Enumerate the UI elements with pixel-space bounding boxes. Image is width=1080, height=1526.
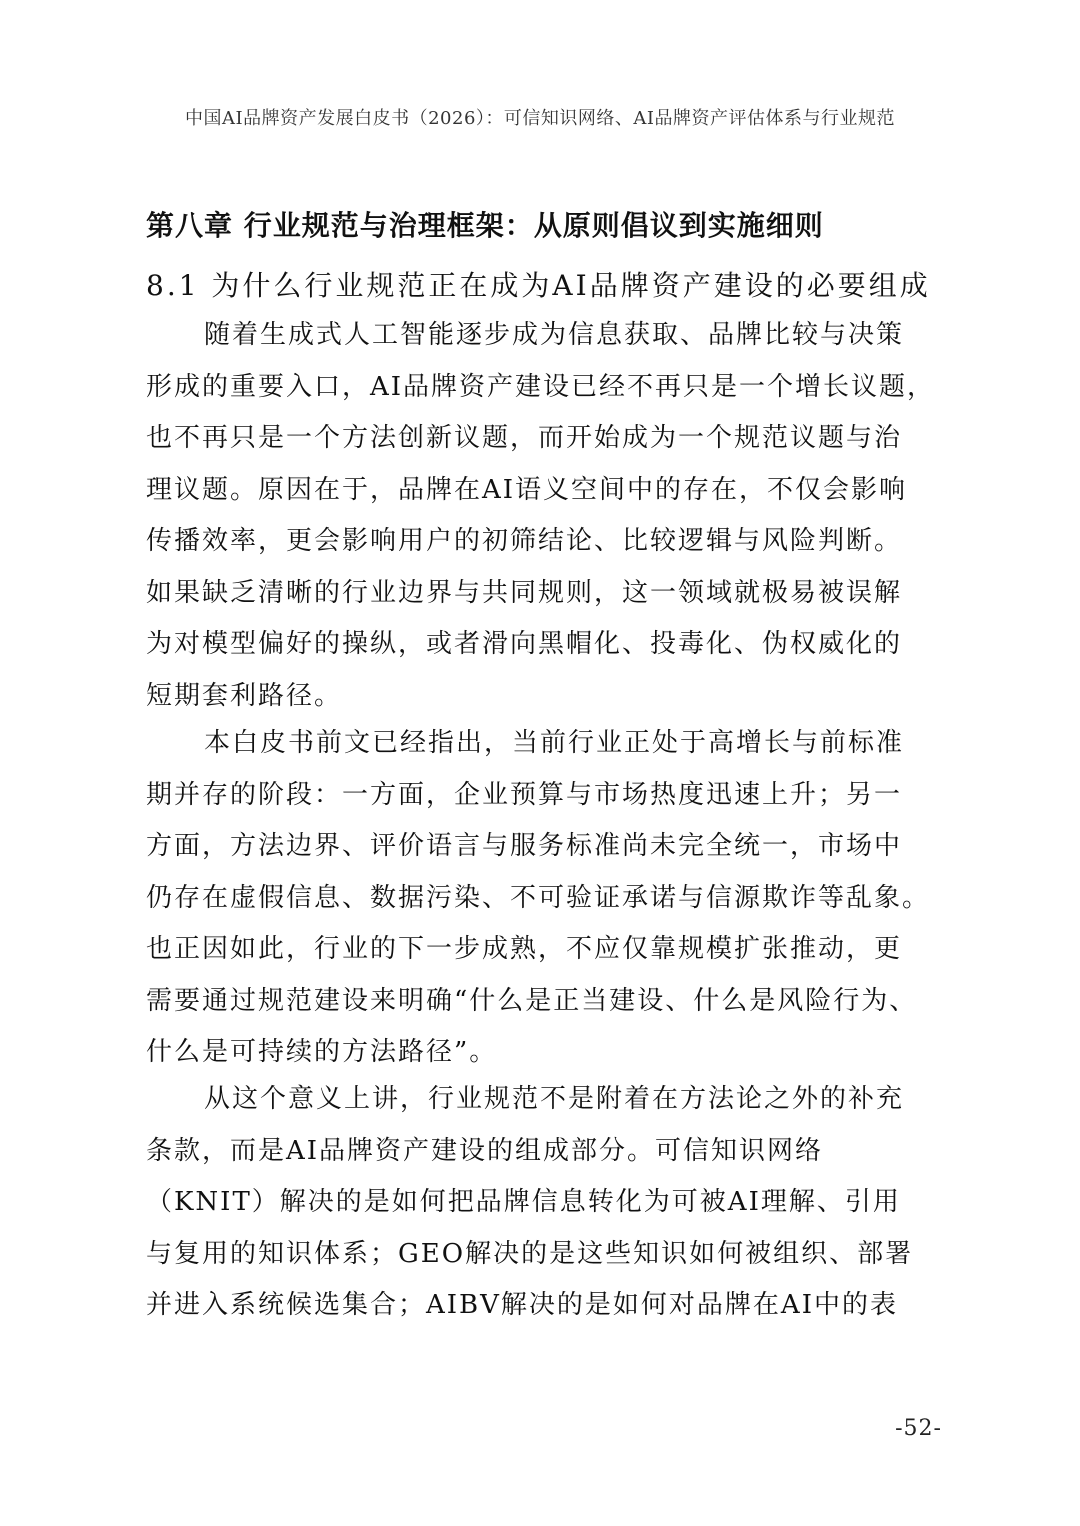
text-line: 需要通过规范建设来明确“什么是正当建设、什么是风险行为、 bbox=[146, 985, 918, 1016]
text-line: 并进入系统候选集合；AIBV解决的是如何对品牌在AI中的表 bbox=[146, 1290, 898, 1320]
text-line: 本白皮书前文已经指出，当前行业正处于高增长与前标准 bbox=[204, 728, 905, 758]
text-line: 短期套利路径。 bbox=[146, 680, 343, 711]
text-line: 也不再只是一个方法创新议题，而开始成为一个规范议题与治 bbox=[146, 423, 903, 453]
text-line: （KNIT）解决的是如何把品牌信息转化为可被AI理解、引用 bbox=[146, 1187, 901, 1217]
text-line: 传播效率，更会影响用户的初筛结论、比较逻辑与风险判断。 bbox=[146, 526, 903, 556]
text-line: 与复用的知识体系；GEO解决的是这些知识如何被组织、部署 bbox=[146, 1238, 914, 1269]
text-line: 形成的重要入口，AI品牌资产建设已经不再只是一个增长议题， bbox=[146, 371, 936, 402]
text-line: 条款，而是AI品牌资产建设的组成部分。可信知识网络 bbox=[146, 1135, 824, 1166]
text-line: 也正因如此，行业的下一步成熟，不应仅靠规模扩张推动，更 bbox=[146, 934, 903, 964]
text-line: 从这个意义上讲，行业规范不是附着在方法论之外的补充 bbox=[204, 1084, 905, 1114]
text-line: 为对模型偏好的操纵，或者滑向黑帽化、投毒化、伪权威化的 bbox=[146, 629, 903, 659]
text-line: 什么是可持续的方法路径”。 bbox=[146, 1037, 498, 1067]
text-line: 如果缺乏清晰的行业边界与共同规则，这一领域就极易被误解 bbox=[146, 577, 903, 608]
text-line: 仍存在虚假信息、数据污染、不可验证承诺与信源欺诈等乱象。 bbox=[146, 882, 931, 913]
paragraph-1 bbox=[146, 310, 946, 722]
chapter-title: 第八章 行业规范与治理框架：从原则倡议到实施细则 bbox=[146, 209, 824, 242]
page-number: -52- bbox=[895, 1416, 942, 1441]
section-title: 8.1 为什么行业规范正在成为AI品牌资产建设的必要组成 bbox=[146, 269, 931, 302]
text-line: 随着生成式人工智能逐步成为信息获取、品牌比较与决策 bbox=[204, 320, 905, 350]
paragraph-3 bbox=[146, 1074, 946, 1332]
paragraph-2 bbox=[146, 718, 946, 1079]
text-line: 理议题。原因在于，品牌在AI语义空间中的存在，不仅会影响 bbox=[146, 474, 908, 505]
text-line: 方面，方法边界、评价语言与服务标准尚未完全统一，市场中 bbox=[146, 831, 903, 861]
running-header: 中国AI品牌资产发展白皮书（2026）：可信知识网络、AI品牌资产评估体系与行业规范 bbox=[184, 108, 896, 129]
text-line: 期并存的阶段：一方面，企业预算与市场热度迅速上升；另一 bbox=[146, 779, 903, 810]
